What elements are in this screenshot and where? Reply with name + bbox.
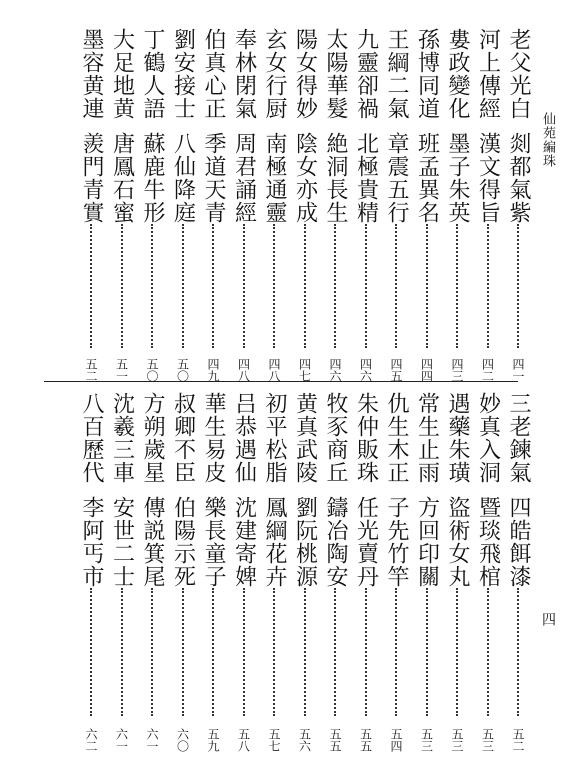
entry-title-first: 常生止雨 [414, 392, 440, 484]
entry-title-second: 墨子朱英 [445, 132, 470, 224]
entry-title-first: 妙真入洞 [475, 392, 501, 484]
entry-title-second: 剡都氣紫 [506, 132, 531, 224]
dot-leader [395, 588, 397, 716]
entry-title-second: 陰女亦成 [292, 132, 318, 224]
entry-title-second: 傳説箕尾 [140, 496, 165, 588]
entry-page-number: 五八 [236, 728, 251, 752]
entry-page-number: 四六 [358, 358, 373, 382]
dot-leader [121, 224, 123, 348]
entry-title-second: 暨琰飛棺 [475, 496, 501, 588]
dot-leader [151, 588, 153, 716]
toc-entry [260, 28, 288, 382]
entry-title-first: 墨容黄連 [79, 28, 104, 120]
entry-page-number: 四四 [419, 358, 434, 382]
entry-title-second: 子先竹竿 [384, 496, 409, 588]
dot-leader [517, 224, 519, 348]
entry-title-first: 王綱二氣 [384, 28, 409, 120]
dot-leader [365, 588, 367, 716]
dot-leader [212, 224, 214, 348]
toc-entry [230, 392, 258, 752]
toc-entry [413, 28, 441, 382]
entry-title-second: 季道天青 [201, 132, 226, 224]
toc-entry [504, 28, 532, 382]
entry-title-second: 伯陽示死 [170, 496, 196, 588]
entry-title-second: 鳳綱花卉 [262, 496, 287, 588]
entry-title-second: 班孟異名 [414, 132, 440, 224]
dot-leader [426, 588, 428, 716]
entry-title-second: 蘇鹿牛形 [140, 132, 165, 224]
entry-page-number: 六一 [145, 728, 159, 752]
dot-leader [395, 224, 397, 348]
entry-page-number: 五六 [297, 728, 312, 752]
dot-leader [334, 588, 336, 716]
toc-entry [352, 392, 380, 752]
entry-page-number: 五〇 [175, 358, 190, 382]
toc-entry [230, 28, 258, 382]
toc-entry [352, 28, 380, 382]
entry-title-second: 周君誦經 [231, 132, 257, 224]
entry-title-second: 任光賣丹 [353, 496, 379, 588]
entry-title-first: 八百歷代 [79, 392, 104, 484]
dot-leader [121, 588, 123, 716]
entry-title-first: 沈羲三車 [109, 392, 135, 484]
toc-entry [291, 392, 319, 752]
toc-entry [138, 28, 166, 382]
dot-leader [90, 224, 92, 348]
entry-title-first: 大足地黄 [109, 28, 135, 120]
entry-title-second: 四皓餌漆 [506, 496, 531, 588]
entry-page-number: 五二 [84, 358, 98, 382]
toc-entry [108, 392, 136, 752]
entry-title-first: 玄女行厨 [262, 28, 287, 120]
entry-title-second: 北極貴精 [353, 132, 379, 224]
entry-title-first: 初平松脂 [262, 392, 287, 484]
entry-page-number: 五七 [267, 728, 281, 752]
toc-entry [382, 28, 410, 382]
toc-entry [321, 28, 349, 382]
entry-title-second: 南極通靈 [262, 132, 287, 224]
dot-leader [517, 588, 519, 716]
entry-title-first: 黄真武陵 [292, 392, 318, 484]
toc-entry [169, 392, 197, 752]
entry-title-second: 唐鳳石蜜 [109, 132, 135, 224]
entry-title-second: 劉阮桃源 [292, 496, 318, 588]
entry-page-number: 五三 [480, 728, 495, 752]
entry-page-number: 五四 [389, 728, 403, 752]
entry-page-number: 五〇 [145, 358, 159, 382]
entry-title-second: 樂長童子 [201, 496, 226, 588]
toc-entry [413, 392, 441, 752]
toc-entry [199, 392, 227, 752]
dot-leader [243, 588, 245, 716]
entry-title-second: 漢文得旨 [475, 132, 501, 224]
entry-title-first: 朱仲販珠 [353, 392, 379, 484]
entry-page-number: 五一 [114, 358, 129, 382]
dot-leader [456, 588, 458, 716]
dot-leader [487, 588, 489, 716]
dot-leader [334, 224, 336, 348]
dot-leader [426, 224, 428, 348]
dot-leader [182, 588, 184, 716]
entry-title-first: 九靈卻禍 [353, 28, 379, 120]
dot-leader [243, 224, 245, 348]
toc-entry [443, 392, 471, 752]
entry-page-number: 五五 [358, 728, 373, 752]
entry-title-second: 羨門青實 [79, 132, 104, 224]
entry-title-first: 劉安接士 [170, 28, 196, 120]
entry-page-number: 四九 [206, 358, 220, 382]
dot-leader [273, 588, 275, 716]
dot-leader [151, 224, 153, 348]
toc-entry [443, 28, 471, 382]
dot-leader [487, 224, 489, 348]
toc-entry [504, 392, 532, 752]
dot-leader [90, 588, 92, 716]
toc-entry [474, 392, 502, 752]
entry-title-first: 孫博同道 [414, 28, 440, 120]
toc-entry [321, 392, 349, 752]
entry-page-number: 五三 [450, 728, 464, 752]
entry-title-first: 仇生木正 [384, 392, 409, 484]
entry-title-second: 李阿丐市 [79, 496, 104, 588]
entry-title-second: 安世二士 [109, 496, 135, 588]
entry-title-first: 河上傳經 [475, 28, 501, 120]
entry-page-number: 四六 [328, 358, 342, 382]
entry-page-number: 四二 [480, 358, 495, 382]
dot-leader [456, 224, 458, 348]
toc-entry [77, 28, 105, 382]
entry-title-first: 吕恭遇仙 [231, 392, 257, 484]
entry-title-first: 丁鶴人語 [140, 28, 165, 120]
toc-entry [382, 392, 410, 752]
entry-title-first: 三老鍊氣 [506, 392, 531, 484]
entry-title-second: 沈建寄婢 [231, 496, 257, 588]
dot-leader [365, 224, 367, 348]
entry-page-number: 六〇 [175, 728, 190, 752]
entry-page-number: 四八 [236, 358, 251, 382]
entry-title-first: 牧豕商丘 [323, 392, 348, 484]
dot-leader [182, 224, 184, 348]
entry-title-second: 方回印關 [414, 496, 440, 588]
entry-page-number: 四三 [450, 358, 464, 382]
entry-title-first: 叔卿不臣 [170, 392, 196, 484]
dot-leader [212, 588, 214, 716]
entry-title-first: 遇藥朱璜 [445, 392, 470, 484]
entry-title-first: 伯真心正 [201, 28, 226, 120]
entry-page-number: 六一 [114, 728, 129, 752]
toc-entry [169, 28, 197, 382]
entry-title-first: 太陽華髮 [323, 28, 348, 120]
entry-title-first: 奉林閉氣 [231, 28, 257, 120]
entry-page-number: 五五 [328, 728, 342, 752]
entry-page-number: 六二 [84, 728, 98, 752]
page-number: 四 [540, 612, 556, 626]
toc-entry [474, 28, 502, 382]
entry-title-first: 華生易皮 [201, 392, 226, 484]
toc-entry [108, 28, 136, 382]
entry-page-number: 四七 [297, 358, 312, 382]
entry-page-number: 四五 [389, 358, 403, 382]
entry-title-second: 盜術女丸 [445, 496, 470, 588]
entry-page-number: 四八 [267, 358, 281, 382]
entry-page-number: 四一 [511, 358, 525, 382]
entry-title-first: 婁政變化 [445, 28, 470, 120]
toc-entry [291, 28, 319, 382]
entry-title-second: 章震五行 [384, 132, 409, 224]
entry-title-first: 陽女得妙 [292, 28, 318, 120]
dot-leader [304, 224, 306, 348]
entry-title-second: 鑄冶陶安 [323, 496, 348, 588]
toc-entry [199, 28, 227, 382]
entry-title-first: 方朔歲星 [140, 392, 165, 484]
entry-page-number: 五九 [206, 728, 220, 752]
toc-entry [260, 392, 288, 752]
toc-entry [77, 392, 105, 752]
dot-leader [273, 224, 275, 348]
entry-title-second: 絶洞長生 [323, 132, 348, 224]
toc-entry [138, 392, 166, 752]
entry-page-number: 五三 [419, 728, 434, 752]
dot-leader [304, 588, 306, 716]
entry-page-number: 五二 [511, 728, 525, 752]
entry-title-first: 老父光白 [506, 28, 531, 120]
running-header-title: 仙苑編珠 [540, 112, 555, 168]
entry-title-second: 八仙降庭 [170, 132, 196, 224]
